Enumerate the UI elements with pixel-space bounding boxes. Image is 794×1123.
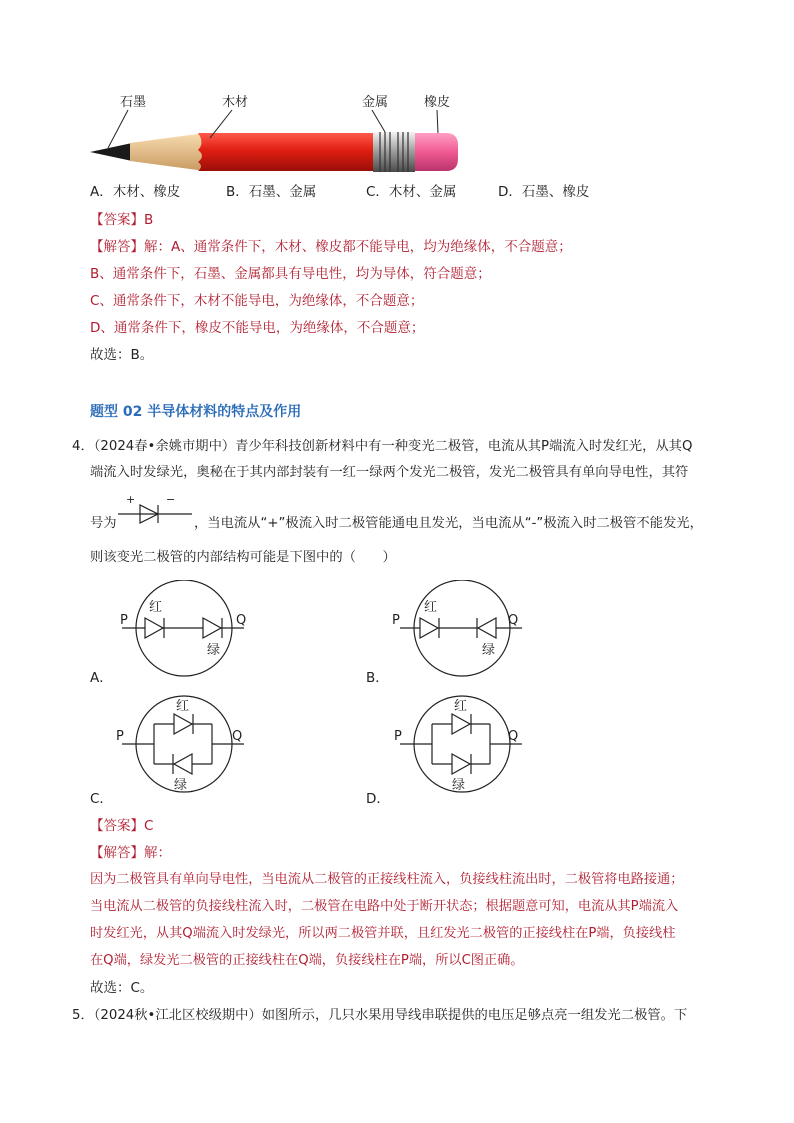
label-metal: 金属 [362, 95, 389, 110]
q3-answer [90, 210, 153, 230]
label-red: 红 [149, 600, 163, 615]
diagram-d [390, 694, 530, 798]
option-c: C．木材、金属 [366, 184, 457, 200]
diagram-a [112, 580, 252, 680]
label-rubber: 橡皮 [424, 95, 451, 110]
q4-line-3b: ，当电流从“+”极流入时二极管能通电且发光，当电流从“-”极流入时二极管不能发光， [194, 516, 703, 531]
analysis-tag: 【解答】 [90, 239, 144, 255]
q3-analysis-3: C、通常条件下，木材不能导电，为绝缘体，不合题意； [90, 293, 424, 309]
label-q: Q [236, 613, 247, 628]
pencil-figure [80, 90, 480, 180]
diagram-c [112, 694, 252, 798]
q4-analysis-4: 在Q端，绿发光二极管的正接线柱在Q端，负接线柱在P端，所以C图正确。 [90, 953, 524, 968]
letter-a: A． [90, 670, 113, 686]
q4-line-4: 则该变光二极管的内部结构可能是下图中的（ ） [90, 550, 396, 565]
option-b: B．石墨、金属 [226, 184, 317, 200]
q4-answer [90, 816, 153, 836]
wood-cone [130, 133, 205, 171]
q4-analysis-1: 因为二极管具有单向导电性，当电流从二极管的正接线柱流入，负接线柱流出时，二极管将电路接通； [90, 872, 684, 887]
label-p: P [120, 613, 128, 628]
q3-analysis-1 [90, 237, 572, 257]
label-q: Q [508, 729, 519, 744]
analysis-text: 解：A、通常条件下，木材、橡皮都不能导电，均为绝缘体，不合题意； [144, 239, 572, 255]
label-wood: 木材 [222, 95, 249, 110]
q3-conclusion: 故选：B。 [90, 347, 154, 363]
rubber-eraser [415, 133, 458, 171]
label-graphite: 石墨 [120, 95, 147, 110]
q4-analysis-2: 当电流从二极管的负接线柱流入时，二极管在电路中处于断开状态；根据题意可知，电流从其P端流入 [90, 899, 679, 914]
answer-value: C [144, 818, 154, 834]
label-p: P [116, 729, 124, 744]
q4-line-2: 端流入时发绿光，奥秘在于其内部封装有一红一绿两个发光二极管，发光二极管具有单向导电性，其符 [90, 465, 689, 480]
label-green: 绿 [174, 778, 188, 793]
option-d: D．石墨、橡皮 [498, 184, 590, 200]
letter-c: C． [90, 791, 113, 807]
symbol-minus: − [166, 493, 176, 506]
answer-tag: 【答案】 [90, 818, 144, 834]
label-q: Q [508, 613, 519, 628]
section-title: 题型 02 半导体材料的特点及作用 [90, 404, 302, 420]
label-q: Q [232, 729, 243, 744]
q3-analysis-4: D、通常条件下，橡皮不能导电，为绝缘体，不合题意； [90, 320, 425, 336]
q5-line-1: 5．（2024秋•江北区校级期中）如图所示，几只水果用导线串联提供的电压足够点亮一组发光二极管。下 [72, 1008, 688, 1023]
label-red: 红 [176, 699, 190, 714]
graphite-tip [90, 143, 132, 161]
label-red: 红 [454, 699, 468, 714]
q4-conclusion: 故选：C。 [90, 980, 154, 996]
pencil-body [198, 133, 375, 171]
letter-b: B． [366, 670, 389, 686]
metal-ferrule [373, 132, 415, 172]
label-green: 绿 [452, 778, 466, 793]
letter-d: D． [366, 791, 390, 807]
q3-analysis-2: B、通常条件下，石墨、金属都具有导电性，均为导体，符合题意； [90, 266, 491, 282]
label-green: 绿 [207, 643, 221, 658]
q4-analysis-3: 时发红光，从其Q端流入时发绿光，所以两二极管并联，且红发光二极管的正接线柱在P端，负接线柱 [90, 926, 676, 941]
q4-line-1: 4．（2024春•余姚市期中）青少年科技创新材料中有一种变光二极管，电流从其P端流入时发红光，从其Q [72, 439, 693, 454]
label-p: P [394, 729, 402, 744]
analysis-tag: 【解答】 [90, 845, 144, 861]
label-p: P [392, 613, 400, 628]
answer-tag: 【答案】 [90, 212, 144, 228]
answer-value: B [144, 212, 154, 228]
q4-analysis-head [90, 843, 171, 863]
option-a: A．木材、橡皮 [90, 184, 181, 200]
analysis-head: 解： [144, 845, 171, 861]
diagram-b [390, 580, 530, 680]
q4-line-3a: 号为 [90, 516, 117, 531]
label-red: 红 [424, 600, 438, 615]
label-green: 绿 [482, 643, 496, 658]
pencil-illustration [80, 90, 480, 180]
symbol-plus: + [126, 493, 136, 506]
diode-symbol [116, 490, 194, 532]
